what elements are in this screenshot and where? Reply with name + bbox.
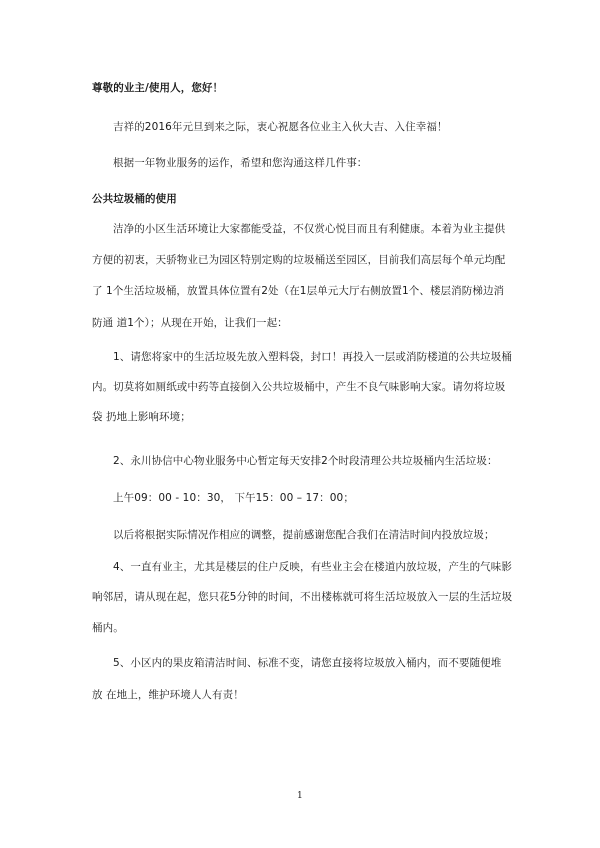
paragraph-line: 防通 道1个）；从现在开始，让我们一起： bbox=[92, 317, 288, 329]
list-item-line: 袋 扔地上影响环境； bbox=[92, 411, 191, 423]
schedule-times: 上午09：00 - 10：30， 下午15：00 – 17：00； bbox=[113, 492, 354, 504]
list-item-line: 放 在地上，维护环境人人有责！ bbox=[92, 689, 244, 701]
paragraph-line: 方便的初衷，天骄物业已为园区特别定购的垃圾桶送至园区，目前我们高层每个单元均配 bbox=[92, 254, 506, 266]
page-number: 1 bbox=[297, 791, 303, 801]
list-item-2: 2、永川协信中心物业服务中心暂定每天安排2个时段清理公共垃圾桶内生活垃圾： bbox=[113, 455, 498, 467]
list-item-line: 1、请您将家中的生活垃圾先放入塑料袋，封口！再投入一层或消防楼道的公共垃圾桶 bbox=[113, 351, 512, 363]
list-item-line: 内。切莫将如厕纸或中药等直接倒入公共垃圾桶中，产生不良气味影响大家。请勿将垃圾 bbox=[92, 381, 506, 393]
greeting: 尊敬的业主/使用人，您好！ bbox=[92, 82, 224, 94]
list-item-line: 4、一直有业主，尤其是楼层的住户反映，有些业主会在楼道内放垃圾，产生的气味影 bbox=[113, 561, 512, 573]
list-item-line: 响邻居，请从现在起，您只花5分钟的时间，不出楼栋就可将生活垃圾放入一层的生活垃圾 bbox=[92, 591, 513, 603]
paragraph-line: 了 1个生活垃圾桶，放置具体位置有2处（在1层单元大厅右侧放置1个、楼层消防梯边消 bbox=[92, 285, 505, 297]
list-item-line: 桶内。 bbox=[92, 622, 124, 634]
list-item-line: 5、小区内的果皮箱清洁时间、标准不变，请您直接将垃圾放入桶内，而不要随便堆 bbox=[113, 657, 502, 669]
adjustment-note: 以后将根据实际情况作相应的调整，提前感谢您配合我们在清洁时间内投放垃圾； bbox=[113, 529, 495, 541]
paragraph-line: 洁净的小区生活环境让大家都能受益，不仅赏心悦目而且有利健康。本着为业主提供 bbox=[113, 223, 506, 235]
section-title: 公共垃圾桶的使用 bbox=[92, 193, 177, 205]
intro-paragraph-2: 根据一年物业服务的运作，希望和您沟通这样几件事： bbox=[113, 157, 368, 169]
intro-paragraph-1: 吉祥的2016年元旦到来之际，衷心祝愿各位业主入伙大吉、入住幸福！ bbox=[113, 121, 448, 133]
